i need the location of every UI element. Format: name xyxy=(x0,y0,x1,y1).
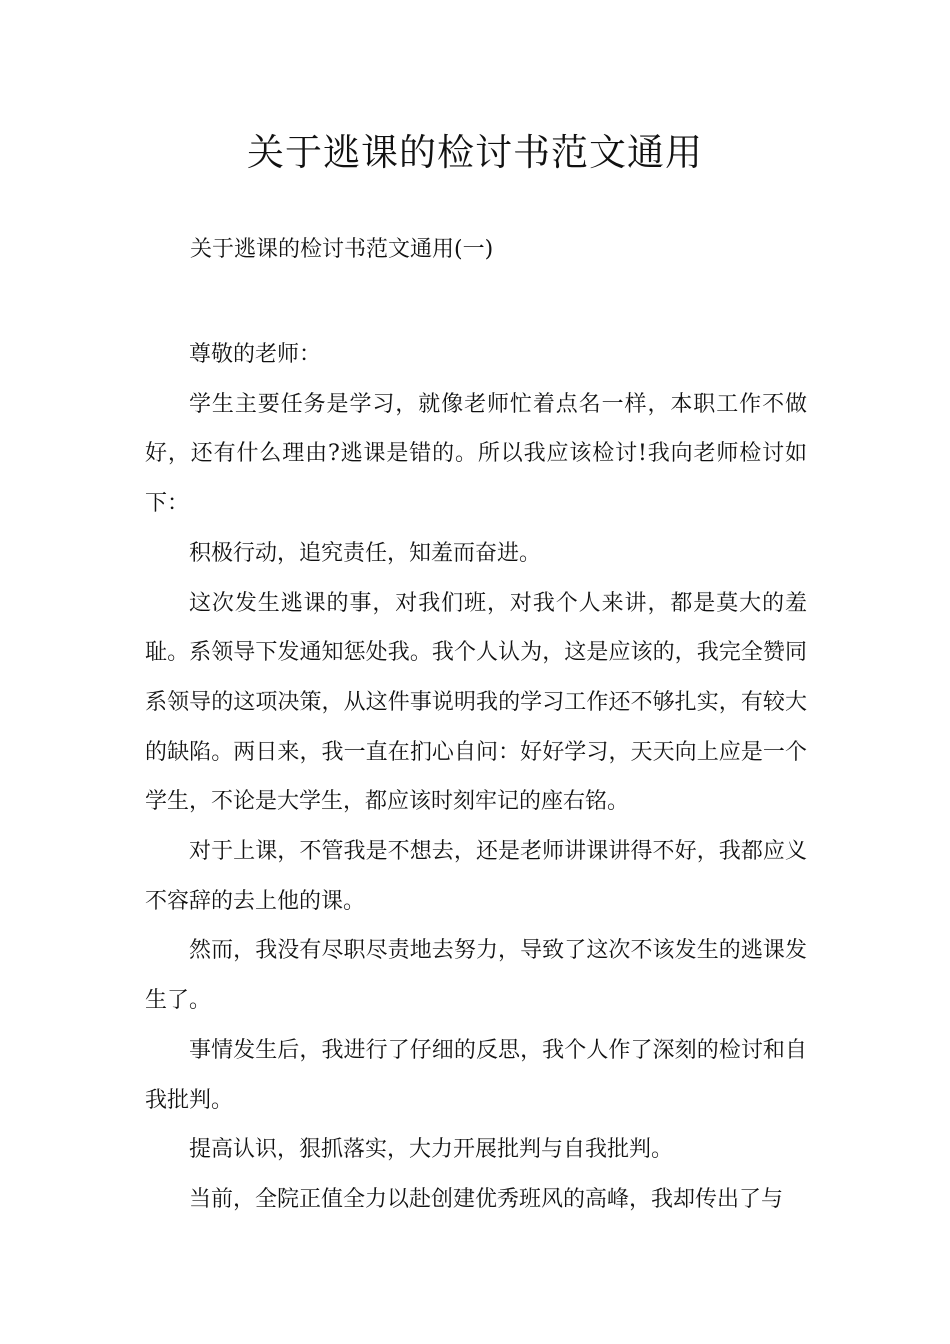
paragraph: 事情发生后，我进行了仔细的反思，我个人作了深刻的检讨和自我批判。 xyxy=(145,1037,807,1113)
paragraph: 当前，全院正值全力以赴创建优秀班风的高峰，我却传出了与 xyxy=(189,1186,784,1212)
paragraph: 然而，我没有尽职尽责地去努力，导致了这次不该发生的逃课发生了。 xyxy=(145,938,807,1014)
paragraph: 对于上课，不管我是不想去，还是老师讲课讲得不好，我都应义不容辞的去上他的课。 xyxy=(145,839,807,914)
paragraph: 积极行动，追究责任，知羞而奋进。 xyxy=(189,540,542,566)
paragraph: 提高认识，狠抓落实，大力开展批判与自我批判。 xyxy=(189,1137,674,1163)
paragraph: 尊敬的老师： xyxy=(189,342,322,367)
paragraph: 这次发生逃课的事，对我们班，对我个人来讲，都是莫大的羞耻。系领导下发通知惩处我。我个人认为，这是应该的，我完全赞同系领导的这项决策，从这件事说明我的学习工作还不够扎实，有较大的缺陷。两日来，我一直在扪心自问：好好学习，天天向上应是一个学生，不论是大学生，都应该时刻牢记的座右铭。 xyxy=(145,590,807,815)
paragraph: 学生主要任务是学习，就像老师忙着点名一样，本职工作不做好，还有什么理由?逃课是错的。所以我应该检讨!我向老师检讨如下： xyxy=(145,391,807,517)
document-body xyxy=(145,330,807,1225)
document-title: 关于逃课的检讨书范文通用 xyxy=(247,131,703,174)
document-subtitle: 关于逃课的检讨书范文通用(一) xyxy=(190,237,494,262)
